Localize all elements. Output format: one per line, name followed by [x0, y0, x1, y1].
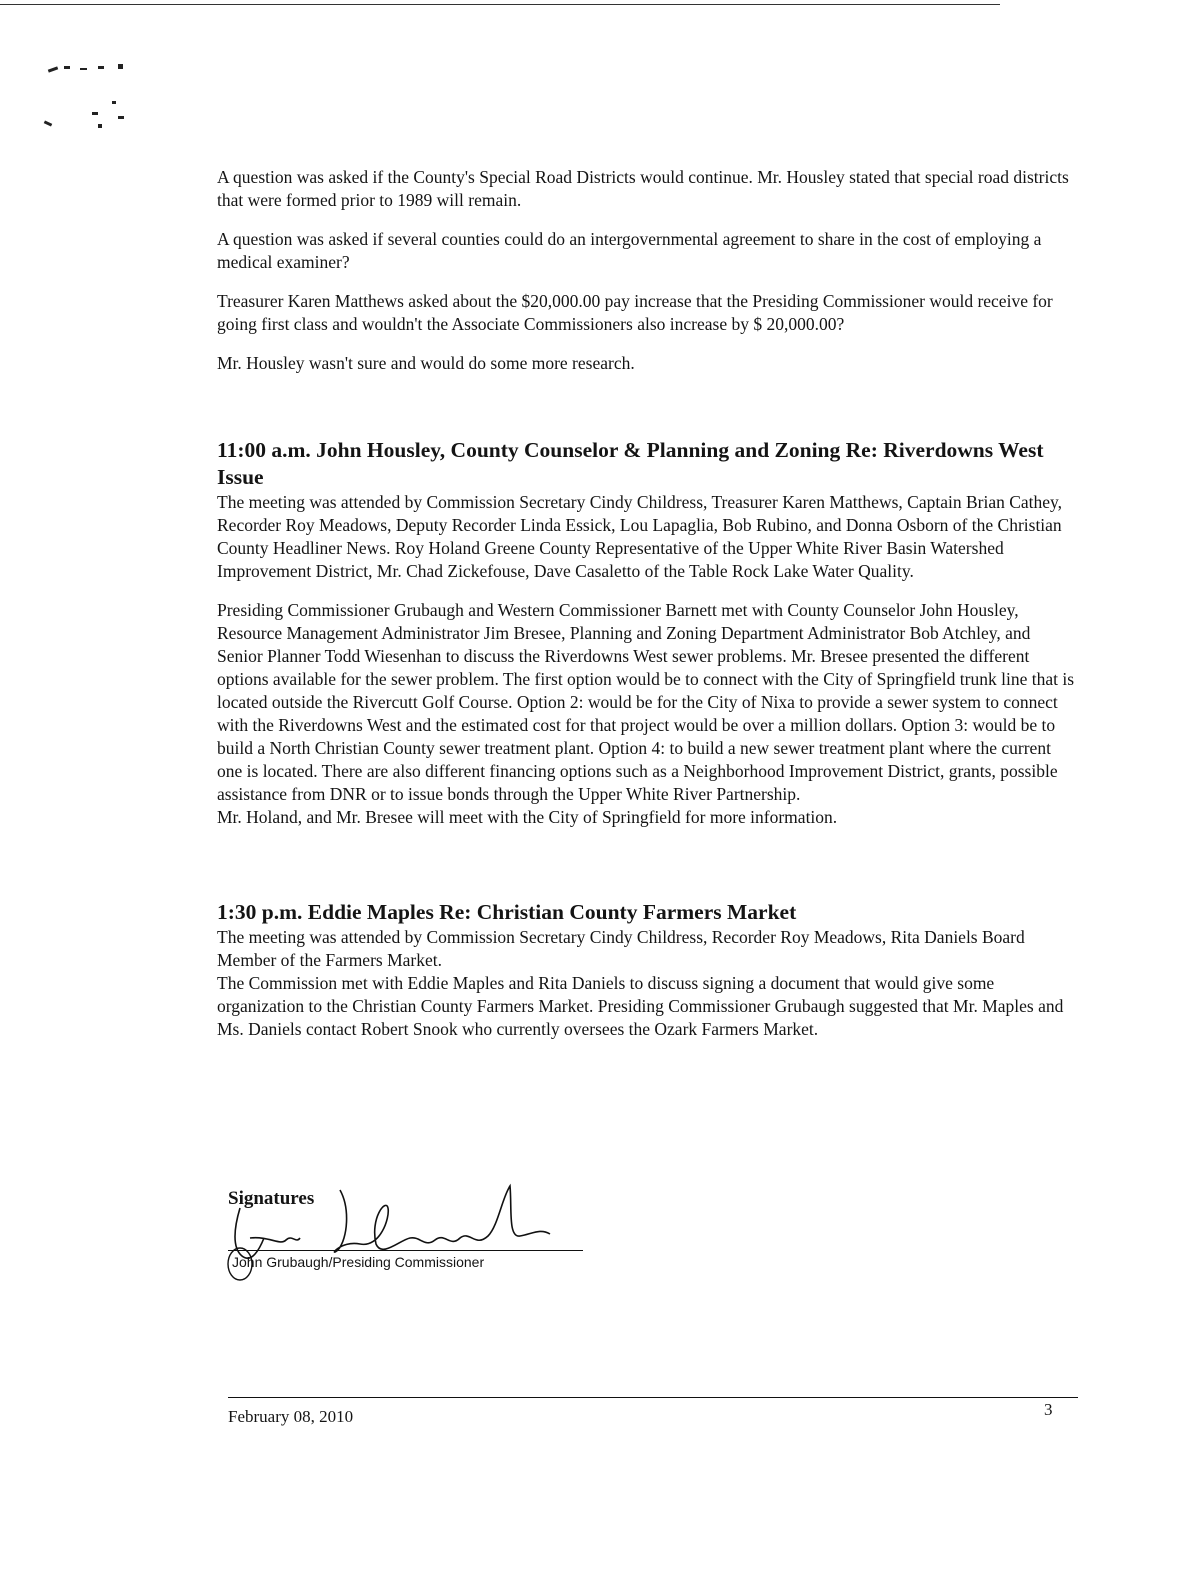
footer-rule — [228, 1397, 1078, 1398]
section-farmers-market — [217, 899, 1077, 1041]
section-heading: 1:30 p.m. Eddie Maples Re: Christian County Farmers Market — [217, 900, 797, 924]
intro-paragraph: A question was asked if several counties could do an intergovernmental agreement to share in the cost of employing a medical examiner? — [217, 229, 1042, 272]
page-number: 3 — [1044, 1400, 1053, 1419]
signatures-label: Signatures — [228, 1188, 315, 1209]
section-riverdowns — [217, 437, 1077, 829]
intro-paragraph: Mr. Housley wasn't sure and would do some more research. — [217, 353, 635, 373]
discussion-paragraph: Presiding Commissioner Grubaugh and Western Commissioner Barnett met with County Counselor John Housley, Resource Management Administrator Jim Bresee, Planning and Zoning Department Administrator Bob Atchley, and Senior Planner Todd Wiesenhan to discuss the Riverdowns West sewer problems. Mr. Bresee presented the different options available for the sewer problem. The first option would be to connect with the City of Springfield trunk line that is located outside the Rivercutt Golf Course. Option 2: would be for the City of Nixa to provide a sewer system to connect with the Riverdowns West and the estimated cost for that project would be over a million dollars. Option 3: would be to build a North Christian County sewer treatment plant. Option 4: to build a new sewer treatment plant where the current one is located. There are also different financing options such as a Neighborhood Improvement District, grants, possible assistance from DNR or to issue bonds through the Upper White River Partnership. — [217, 600, 1075, 804]
intro-paragraph: Treasurer Karen Matthews asked about the $20,000.00 pay increase that the Presiding Commissioner would receive for going first class and wouldn't the Associate Commissioners also increase by $ 20,000.00? — [217, 291, 1053, 334]
discussion-paragraph: The Commission met with Eddie Maples and Rita Daniels to discuss signing a document that would give some organization to the Christian County Farmers Market. Presiding Commissioner Grubaugh suggested that Mr. Maples and Ms. Daniels contact Robert Snook who currently oversees the Ozark Farmers Market. — [217, 973, 1064, 1039]
minutes-document — [217, 166, 1077, 1057]
handwritten-signature — [220, 1178, 600, 1288]
top-scan-rule — [0, 4, 1000, 5]
section-heading: 11:00 a.m. John Housley, County Counselor & Planning and Zoning Re: Riverdowns West Issue — [217, 438, 1044, 489]
signer-name: John Grubaugh/Presiding Commissioner — [232, 1254, 485, 1270]
signature-block — [228, 1188, 648, 1298]
signature-line — [228, 1250, 583, 1251]
intro-paragraph: A question was asked if the County's Special Road Districts would continue. Mr. Housley stated that special road districts that were formed prior to 1989 will remain. — [217, 167, 1069, 210]
footer-date: February 08, 2010 — [228, 1407, 354, 1426]
attendance-paragraph: The meeting was attended by Commission Secretary Cindy Childress, Treasurer Karen Matthews, Captain Brian Cathey, Recorder Roy Meadows, Deputy Recorder Linda Essick, Lou Lapaglia, Bob Rubino, and Donna Osborn of the Christian County Headliner News. Roy Holand Greene County Representative of the Upper White River Basin Watershed Improvement District, Mr. Chad Zickefouse, Dave Casaletto of the Table Rock Lake Water Quality. — [217, 492, 1063, 581]
followup-paragraph: Mr. Holand, and Mr. Bresee will meet with the City of Springfield for more information. — [217, 807, 838, 827]
attendance-paragraph: The meeting was attended by Commission Secretary Cindy Childress, Recorder Roy Meadows, Rita Daniels Board Member of the Farmers Market. — [217, 927, 1025, 970]
